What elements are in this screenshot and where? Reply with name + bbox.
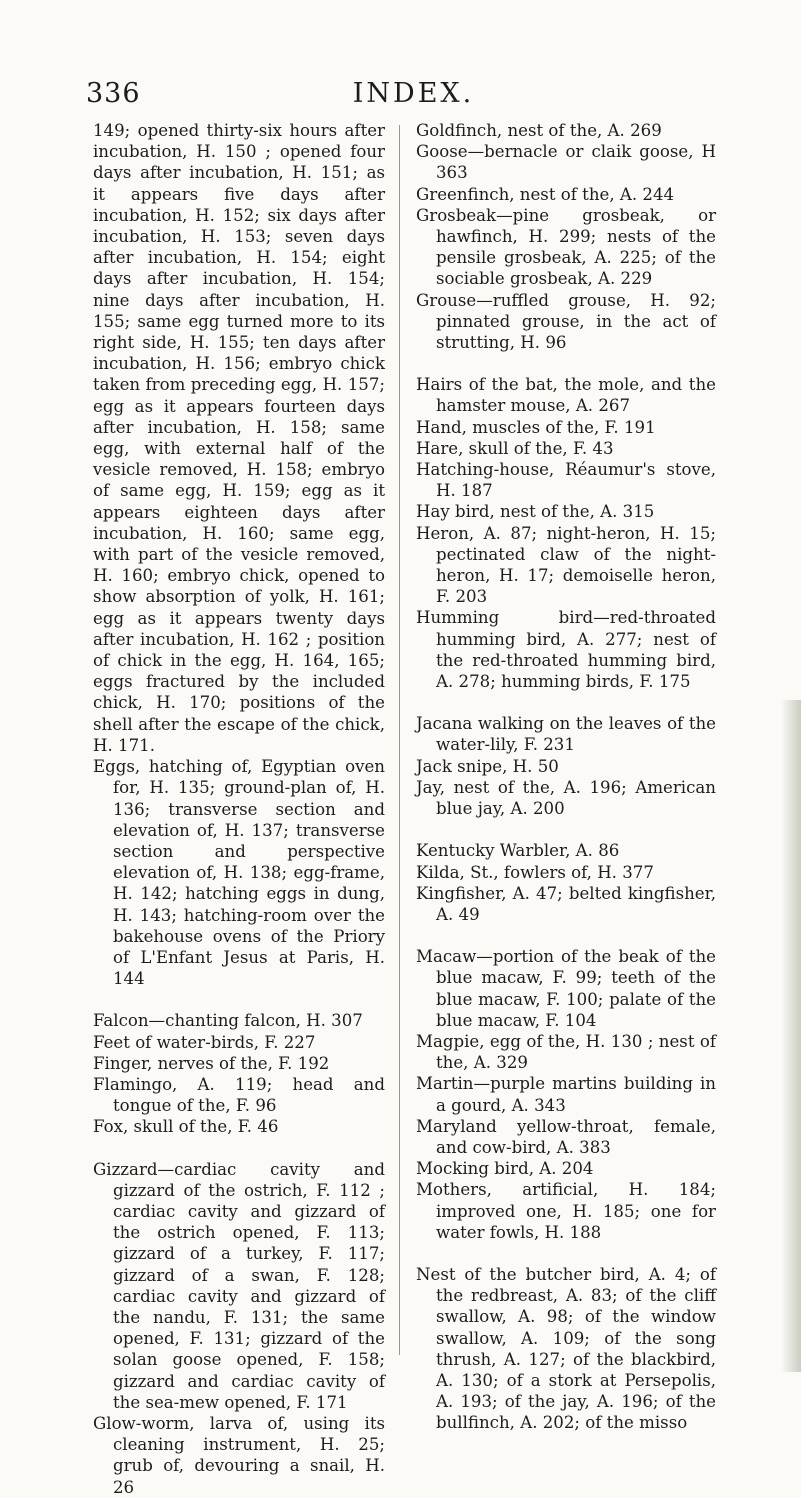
index-entry: Feet of water-birds, F. 227 bbox=[93, 1032, 316, 1052]
index-column-left bbox=[93, 120, 385, 1498]
index-entry: Gizzard—cardiac cavity and gizzard of the ostrich, F. 112 ; cardiac cavity and gizzard of the ostrich opened, F. 113; gizzard of a turkey, F. 117; gizzard of a swan, F. 128; cardiac cavity and gizzard of the nandu, F. 131; the same opened, F. 131; gizzard of the solan goose opened, F. 158; gizzard and cardiac cavity of the sea-mew opened, F. 171 bbox=[93, 1159, 385, 1412]
index-entry: Kingfisher, A. 47; belted kingfisher, A. 49 bbox=[416, 883, 716, 924]
index-entry: Jacana walking on the leaves of the water-lily, F. 231 bbox=[416, 714, 716, 755]
index-entry: Hairs of the bat, the mole, and the hamster mouse, A. 267 bbox=[416, 375, 716, 416]
index-entry: Hare, skull of the, F. 43 bbox=[416, 438, 614, 458]
index-entry: Grosbeak—pine grosbeak, or hawfinch, H. 299; nests of the pensile grosbeak, A. 225; of the sociable grosbeak, A. 229 bbox=[416, 205, 716, 289]
index-entry: Finger, nerves of the, F. 192 bbox=[93, 1053, 330, 1073]
index-entry: Jay, nest of the, A. 196; American blue jay, A. 200 bbox=[416, 777, 716, 819]
index-entry: 149; opened thirty-six hours after incubation, H. 150 ; opened four days after incubation, H. 151; as it appears five days after incubation, H. 152; six days after incubation, H. 153; seven days after incubation, H. 154; eight days after incubation, H. 154; nine days after incubation, H. 155; same egg turned more to its right side, H. 155; ten days after incubation, H. 156; embryo chick taken from preceding egg, H. 157; egg as it appears fourteen days after incubation, H. 158; same egg, with external half of the vesicle removed, H. 158; embryo of same egg, H. 159; egg as it appears eighteen days after incubation, H. 160; same egg, with part of the vesicle removed, H. 160; embryo chick, opened to show absorption of yolk, H. 161; egg as it appears twenty days after incubation, H. 162 ; position of chick in the egg, H. 164, 165; eggs fractured by the included chick, H. 170; positions of the shell after the escape of the chick, H. 171. bbox=[93, 121, 385, 755]
page-header bbox=[86, 78, 741, 112]
index-entry: Hand, muscles of the, F. 191 bbox=[416, 417, 656, 437]
index-entry: Grouse—ruffled grouse, H. 92; pinnated grouse, in the act of strutting, H. 96 bbox=[416, 290, 716, 353]
column-divider bbox=[399, 125, 400, 1355]
index-entry: Magpie, egg of the, H. 130 ; nest of the, A. 329 bbox=[416, 1031, 716, 1073]
index-entry: Falcon—chanting falcon, H. 307 bbox=[93, 1011, 363, 1031]
running-title: INDEX. bbox=[352, 78, 475, 109]
index-entry: Glow-worm, larva of, using its cleaning instrument, H. 25; grub of, devouring a snail, H. 26 bbox=[93, 1413, 385, 1497]
index-entry: Goose—bernacle or claik goose, H 363 bbox=[416, 142, 716, 183]
index-entry: Jack snipe, H. 50 bbox=[416, 756, 559, 776]
index-entry: Nest of the butcher bird, A. 4; of the redbreast, A. 83; of the cliff swallow, A. 98; of the window swallow, A. 109; of the song thrush, A. 127; of the blackbird, A. 130; of a stork at Persepolis, A. 193; of the jay, A. 196; of the bullfinch, A. 202; of the misso bbox=[416, 1264, 716, 1433]
index-entry: Greenfinch, nest of the, A. 244 bbox=[416, 184, 675, 204]
page-number: 336 bbox=[86, 78, 141, 109]
index-entry: Maryland yellow-throat, female, and cow-bird, A. 383 bbox=[416, 1116, 716, 1157]
page-edge-stain bbox=[781, 700, 801, 1372]
index-entry: Martin—purple martins building in a gourd, A. 343 bbox=[416, 1074, 716, 1115]
index-entry: Heron, A. 87; night-heron, H. 15; pectinated claw of the night-heron, H. 17; demoiselle heron, F. 203 bbox=[416, 523, 716, 607]
index-entry: Macaw—portion of the beak of the blue macaw, F. 99; teeth of the blue macaw, F. 100; palate of the blue macaw, F. 104 bbox=[416, 947, 716, 1030]
index-entry: Kentucky Warbler, A. 86 bbox=[416, 841, 620, 861]
index-entry: Kilda, St., fowlers of, H. 377 bbox=[416, 862, 654, 882]
index-column-right bbox=[416, 120, 716, 1434]
index-entry: Hay bird, nest of the, A. 315 bbox=[416, 502, 655, 522]
index-entry: Hatching-house, Réaumur's stove, H. 187 bbox=[416, 460, 716, 501]
index-entry: Mothers, artificial, H. 184; improved one, H. 185; one for water fowls, H. 188 bbox=[416, 1180, 716, 1242]
index-entry: Humming bird—red-throated humming bird, A. 277; nest of the red-throated humming bird, A. 278; humming birds, F. 175 bbox=[416, 608, 716, 692]
index-entry: Fox, skull of the, F. 46 bbox=[93, 1117, 279, 1137]
index-entry: Mocking bird, A. 204 bbox=[416, 1159, 594, 1179]
index-entry: Eggs, hatching of, Egyptian oven for, H. 135; ground-plan of, H. 136; transverse section and elevation of, H. 137; transverse section and perspective elevation of, H. 138; egg-frame, H. 142; hatching eggs in dung, H. 143; hatching-room over the bakehouse ovens of the Priory of L'Enfant Jesus at Paris, H. 144 bbox=[93, 757, 385, 989]
index-entry: Goldfinch, nest of the, A. 269 bbox=[416, 121, 662, 140]
index-entry: Flamingo, A. 119; head and tongue of the, F. 96 bbox=[93, 1074, 385, 1116]
